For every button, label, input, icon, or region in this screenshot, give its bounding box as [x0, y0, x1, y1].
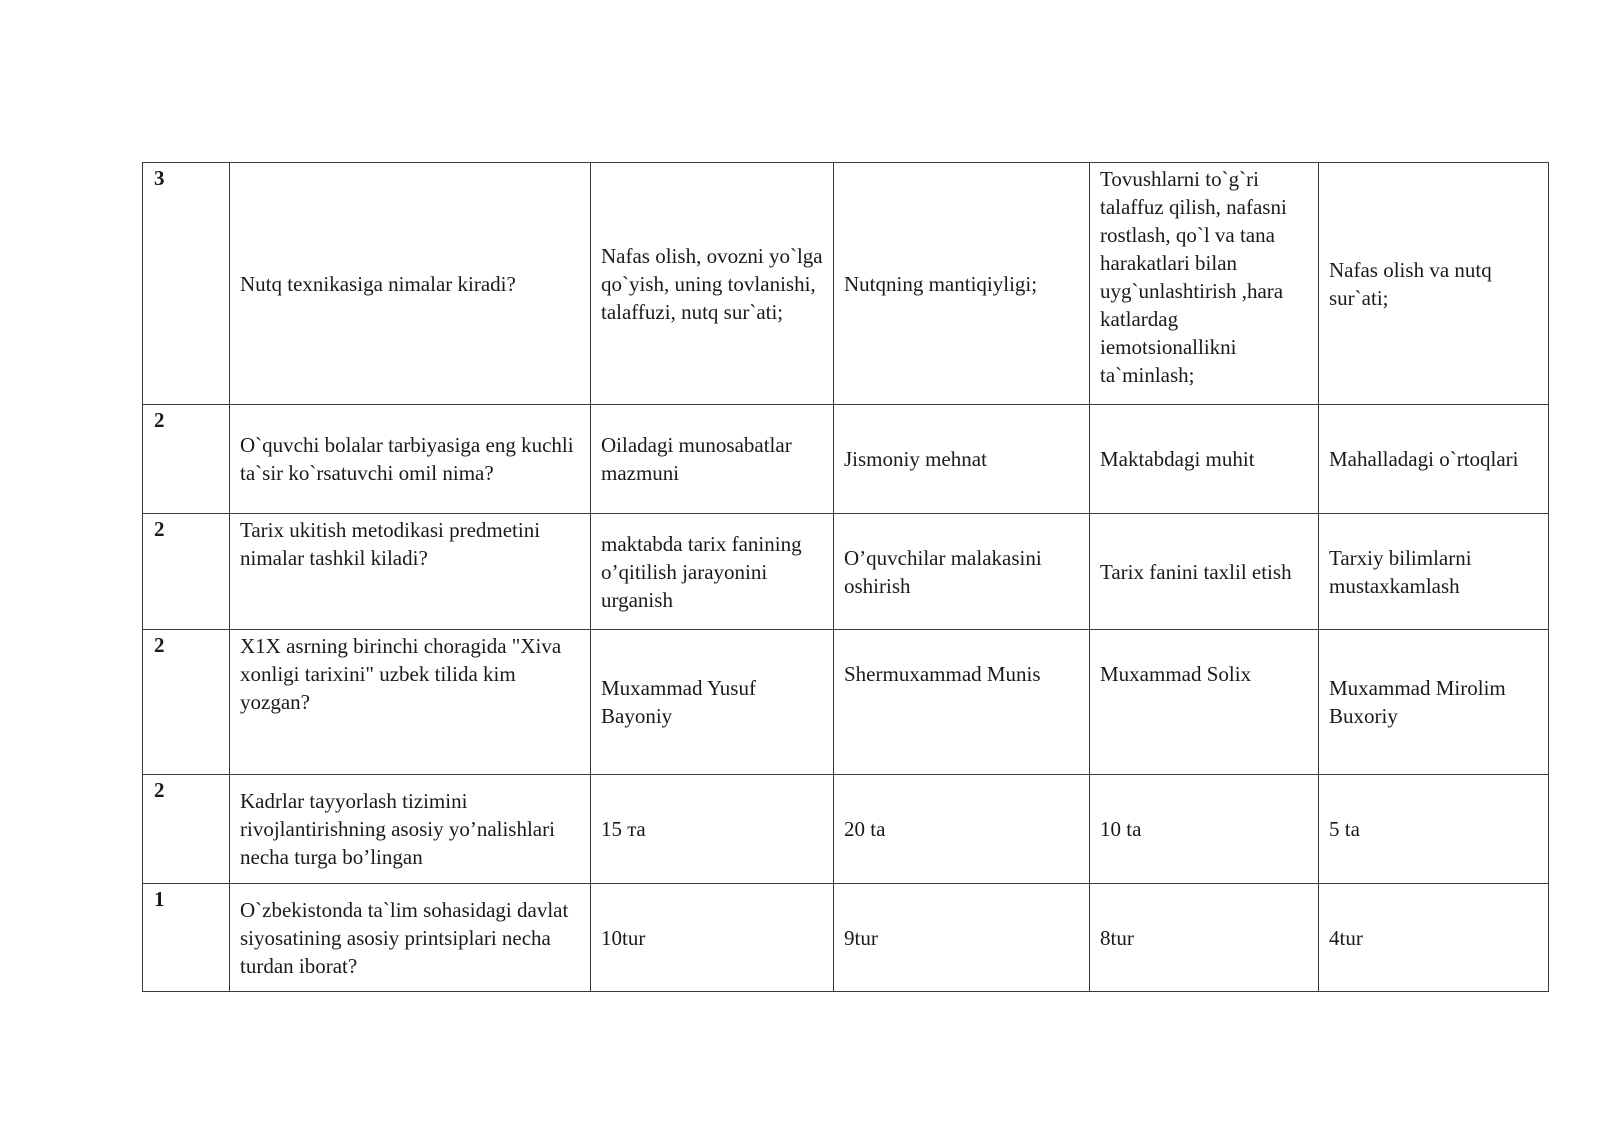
answer-option-a: 15 тa: [591, 775, 834, 884]
answer-option-b: Shermuxammad Munis: [834, 630, 1090, 775]
answer-option-d: 5 ta: [1319, 775, 1549, 884]
table-row: [143, 630, 1549, 775]
answer-option-d: Tarxiy bilimlarni mustaxkamlash: [1319, 514, 1549, 630]
answer-option-c: Tovushlarni to`g`ri talaffuz qilish, nafasni rostlash, qo`l va tana harakatlari bilan uyg`unlashtirish ,hara katlardag iemotsionallikni ta`minlash;: [1090, 163, 1319, 405]
questions-table: [142, 162, 1549, 992]
answer-option-b: 20 ta: [834, 775, 1090, 884]
question-text: X1X asrning birinchi choragida "Xiva xonligi tarixini" uzbek tilida kim yozgan?: [230, 630, 591, 775]
answer-option-d: Muxammad Mirolim Buxoriy: [1319, 630, 1549, 775]
question-text: O`zbekistonda ta`lim sohasidagi davlat siyosatining asosiy printsiplari necha turdan iborat?: [230, 884, 591, 992]
answer-option-c: 10 ta: [1090, 775, 1319, 884]
answer-option-b: Nutqning mantiqiyligi;: [834, 163, 1090, 405]
answer-option-b: 9tur: [834, 884, 1090, 992]
difficulty-level: 2: [143, 514, 230, 630]
table-row: [143, 405, 1549, 514]
answer-option-c: 8tur: [1090, 884, 1319, 992]
difficulty-level: 2: [143, 405, 230, 514]
difficulty-level: 3: [143, 163, 230, 405]
table-row: [143, 884, 1549, 992]
answer-option-a: 10tur: [591, 884, 834, 992]
table-row: [143, 163, 1549, 405]
answer-option-b: O’quvchilar malakasini oshirish: [834, 514, 1090, 630]
table-row: [143, 775, 1549, 884]
answer-option-c: Muxammad Solix: [1090, 630, 1319, 775]
answer-option-d: Nafas olish va nutq sur`ati;: [1319, 163, 1549, 405]
question-text: O`quvchi bolalar tarbiyasiga eng kuchli ta`sir ko`rsatuvchi omil nima?: [230, 405, 591, 514]
answer-option-a: Oiladagi munosabatlar mazmuni: [591, 405, 834, 514]
answer-option-a: maktabda tarix fanining o’qitilish jarayonini urganish: [591, 514, 834, 630]
answer-option-a: Nafas olish, ovozni yo`lga qo`yish, uning tovlanishi, talaffuzi, nutq sur`ati;: [591, 163, 834, 405]
question-text: Tarix ukitish metodikasi predmetini nimalar tashkil kiladi?: [230, 514, 591, 630]
question-text: Nutq texnikasiga nimalar kiradi?: [230, 163, 591, 405]
difficulty-level: 1: [143, 884, 230, 992]
answer-option-c: Maktabdagi muhit: [1090, 405, 1319, 514]
answer-option-c: Tarix fanini taxlil etish: [1090, 514, 1319, 630]
answer-option-b: Jismoniy mehnat: [834, 405, 1090, 514]
question-text: Kadrlar tayyorlash tizimini rivojlantirishning asosiy yo’nalishlari necha turga bo’lingan: [230, 775, 591, 884]
answer-option-a: Muxammad Yusuf Bayoniy: [591, 630, 834, 775]
answer-option-d: 4tur: [1319, 884, 1549, 992]
difficulty-level: 2: [143, 630, 230, 775]
table-row: [143, 514, 1549, 630]
answer-option-d: Mahalladagi o`rtoqlari: [1319, 405, 1549, 514]
difficulty-level: 2: [143, 775, 230, 884]
